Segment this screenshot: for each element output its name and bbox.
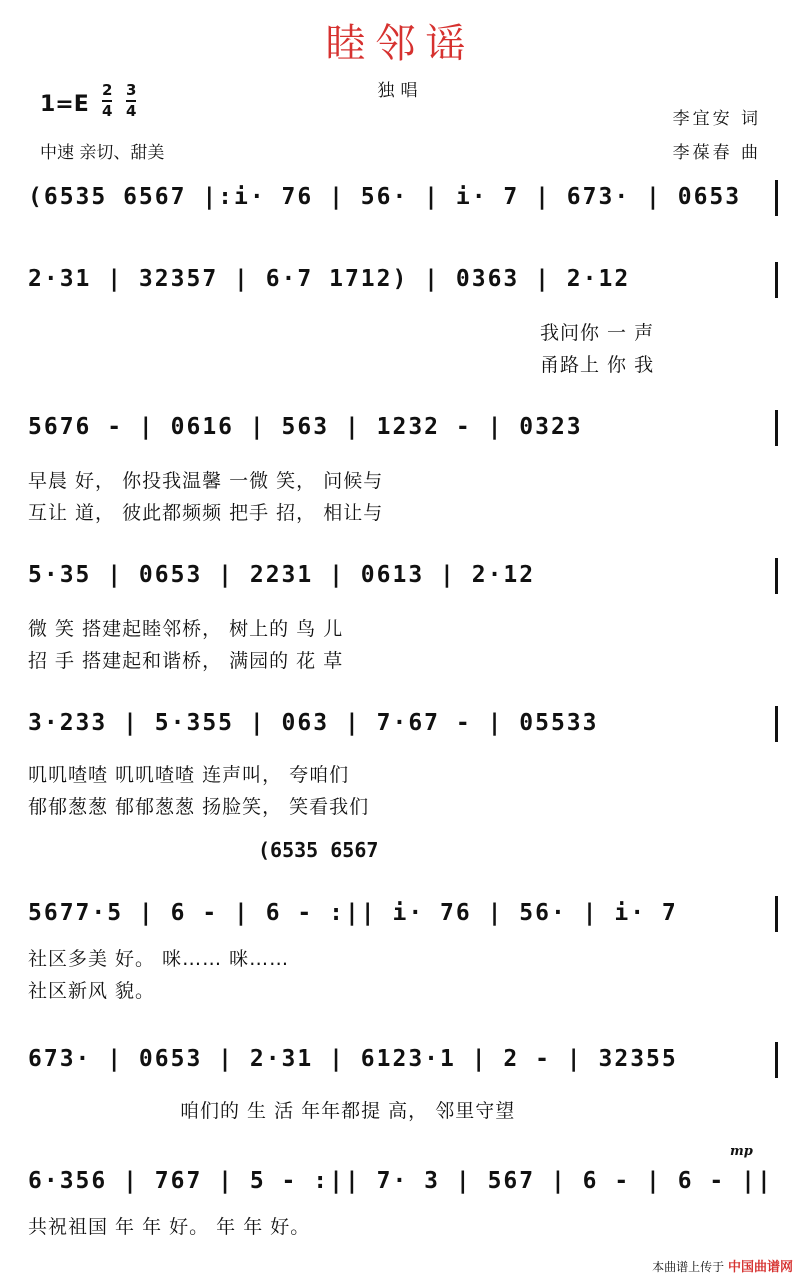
lyrics-line-7: 咱们的 生 活 年年都提 高， 邻里守望: [180, 1100, 516, 1122]
staff-line-2: 2·31 | 32357 | 6·7 1712) | 0363 | 2·12: [28, 266, 631, 292]
time-sig-2-top: 3: [126, 81, 137, 99]
staff-line-5: 3·233 | 5·355 | 063 | 7·67 - | 05533: [28, 710, 599, 736]
footer-site: 中国曲谱网: [727, 1260, 793, 1275]
staff-line-8: 6·356 | 767 | 5 - :|| 7· 3 | 567 | 6 - | 6 - ||: [28, 1168, 773, 1194]
lyrics-line-6-verse-1: 社区多美 好。 咪…… 咪……: [28, 948, 290, 970]
footer-watermark: [652, 1256, 793, 1275]
lyrics-line-3-verse-2: 互让 道， 彼此都频频 把手 招， 相让与: [28, 502, 384, 524]
footer-text: 本曲谱上传于: [652, 1260, 725, 1274]
time-sig-1-top: 2: [102, 81, 113, 99]
time-sig-2-bottom: 4: [126, 102, 137, 120]
lyrics-line-5-verse-2: 郁郁葱葱 郁郁葱葱 扬脸笑， 笑看我们: [28, 796, 370, 818]
staff-line-1: (6535 6567 |:i· 76 | 56· | i· 7 | 673· | 0653: [28, 184, 742, 210]
lyrics-line-2-verse-2: 甬路上 你 我: [540, 354, 655, 376]
lyrics-line-6-verse-2: 社区新风 貌。: [28, 980, 156, 1002]
barline: [775, 410, 778, 446]
barline: [775, 896, 778, 932]
lyrics-line-4-verse-1: 微 笑 搭建起睦邻桥， 树上的 鸟 儿: [28, 618, 344, 640]
barline: [775, 180, 778, 216]
composer-credit: 李葆春 曲: [672, 143, 761, 163]
lyrics-line-8: 共祝祖国 年 年 好。 年 年 好。: [28, 1216, 311, 1238]
staff-line-7: 673· | 0653 | 2·31 | 6123·1 | 2 - | 32355: [28, 1046, 678, 1072]
dynamic-marking: mp: [730, 1144, 753, 1159]
barline: [775, 706, 778, 742]
lyrics-line-2-verse-1: 我问你 一 声: [540, 322, 655, 344]
lyrics-line-4-verse-2: 招 手 搭建起和谐桥， 满园的 花 草: [28, 650, 344, 672]
prelude-marking: (6535 6567: [258, 838, 379, 862]
barline: [775, 1042, 778, 1078]
barline: [775, 558, 778, 594]
tempo-marking: 中速 亲切、甜美: [40, 143, 165, 163]
lyrics-line-3-verse-1: 早晨 好， 你投我温馨 一微 笑， 问候与: [28, 470, 384, 492]
staff-line-4: 5·35 | 0653 | 2231 | 0613 | 2·12: [28, 562, 536, 588]
time-signature-2: [126, 82, 136, 120]
staff-line-6: 5677·5 | 6 - | 6 - :|| i· 76 | 56· | i· 7: [28, 900, 678, 926]
performance-type: 独唱: [377, 81, 424, 101]
time-sig-1-bottom: 4: [102, 102, 113, 120]
lyricist-credit: 李宜安 词: [672, 109, 761, 129]
lyrics-line-5-verse-1: 叽叽喳喳 叽叽喳喳 连声叫， 夸咱们: [28, 764, 350, 786]
barline: [775, 262, 778, 298]
time-signature-1: [102, 82, 112, 120]
staff-line-3: 5676 - | 0616 | 563 | 1232 - | 0323: [28, 414, 583, 440]
page-title: 睦邻谣: [325, 21, 476, 67]
key-signature: 1=E: [40, 92, 89, 117]
